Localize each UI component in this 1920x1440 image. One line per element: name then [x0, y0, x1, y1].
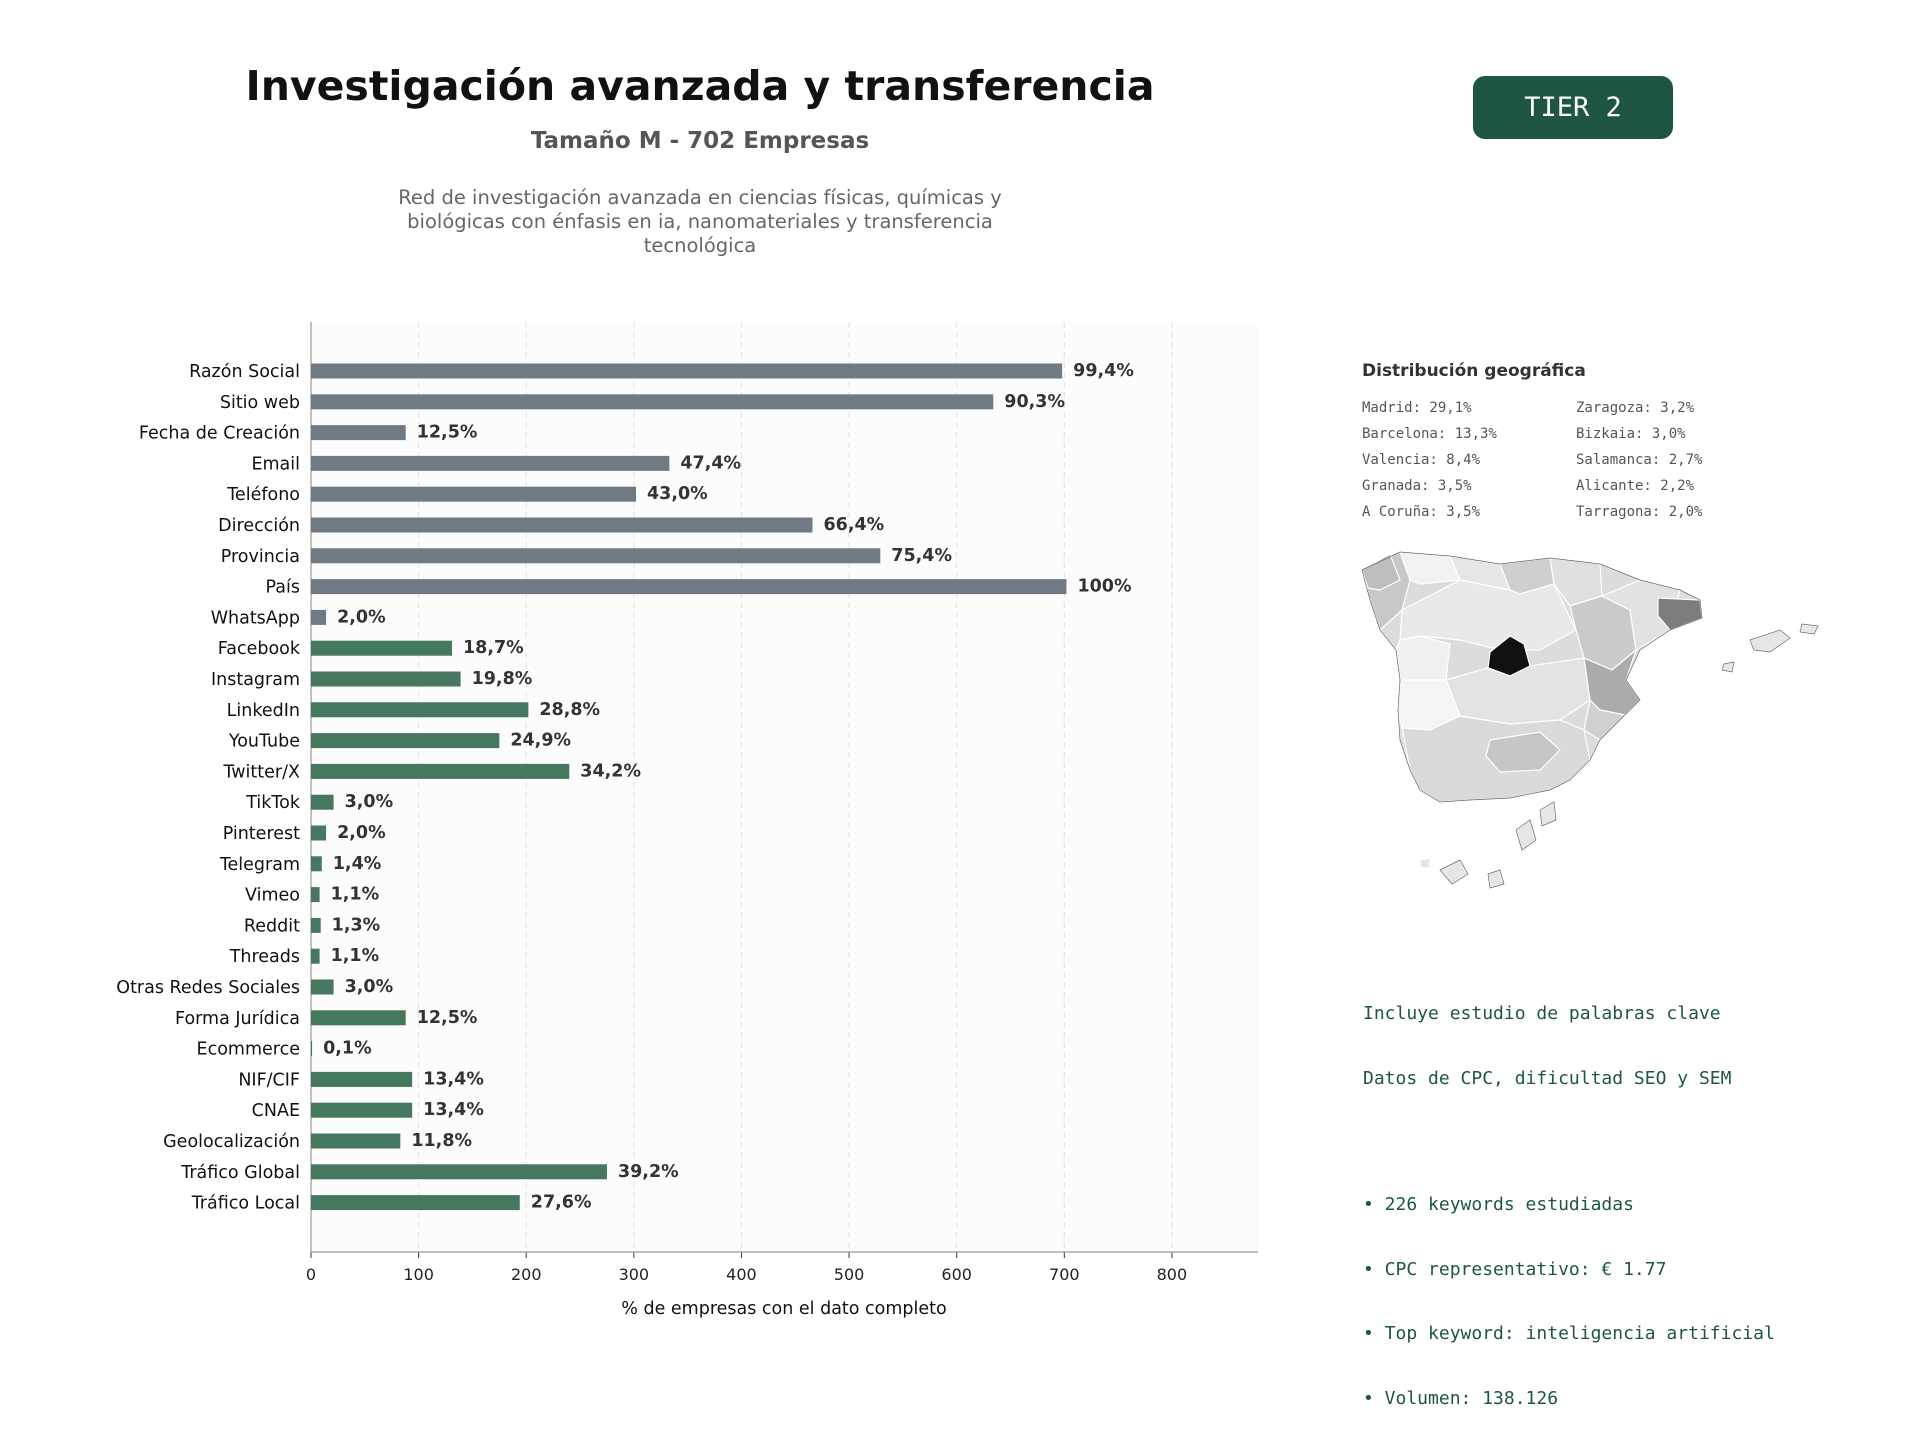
- geo-item: Madrid: 29,1%: [1362, 400, 1472, 416]
- bar: [311, 702, 528, 717]
- data-label: 43,0%: [646, 484, 708, 505]
- bar: [311, 1072, 412, 1087]
- geo-item: Salamanca: 2,7%: [1576, 452, 1703, 468]
- category-label: Forma Jurídica: [175, 1008, 300, 1029]
- category-label: Provincia: [220, 546, 300, 567]
- data-label: 2,0%: [337, 823, 386, 843]
- category-label: Vimeo: [245, 885, 300, 906]
- tier-badge: TIER 2: [1473, 76, 1673, 139]
- x-tick-label: 600: [941, 1265, 972, 1284]
- geo-item: Tarragona: 2,0%: [1576, 504, 1703, 520]
- bar: [311, 733, 499, 748]
- data-label: 11,8%: [411, 1131, 473, 1151]
- geo-list: [1362, 399, 1762, 521]
- category-label: Pinterest: [222, 824, 300, 844]
- x-tick-label: 800: [1156, 1265, 1188, 1284]
- bar: [311, 826, 326, 841]
- page-description: Red de investigación avanzada en ciencias físicas, químicas y biológicas con énfasis en ia, nanomateriales y transferencia tecnológica: [398, 186, 1002, 257]
- category-label: Tráfico Global: [181, 1162, 300, 1183]
- category-label: Geolocalización: [163, 1132, 300, 1152]
- keyword-info: [1363, 960, 1775, 1431]
- keyword-bullet: • Volumen: 138.126: [1363, 1387, 1559, 1409]
- page-subtitle: Tamaño M - 702 Empresas: [530, 128, 870, 154]
- category-label: Reddit: [243, 916, 300, 937]
- category-label: Teléfono: [227, 485, 300, 506]
- bar: [311, 1041, 312, 1056]
- category-label: TikTok: [246, 793, 300, 814]
- keyword-line: Incluye estudio de palabras clave: [1363, 1003, 1721, 1024]
- data-label: 39,2%: [617, 1161, 679, 1182]
- geo-item: Bizkaia: 3,0%: [1576, 426, 1686, 442]
- category-label: YouTube: [228, 731, 300, 752]
- data-label: 1,1%: [330, 946, 380, 967]
- category-label: Dirección: [218, 516, 300, 536]
- bar: [311, 641, 452, 656]
- x-tick-label: 700: [1049, 1265, 1080, 1284]
- x-tick-label: 100: [403, 1265, 434, 1284]
- data-label: 2,0%: [337, 607, 386, 628]
- bar: [311, 1010, 406, 1025]
- category-label: Fecha de Creación: [138, 423, 300, 444]
- data-label: 3,0%: [344, 977, 394, 997]
- bar: [311, 579, 1066, 594]
- keyword-bullet: • Top keyword: inteligencia artificial: [1363, 1323, 1775, 1344]
- geo-item: Barcelona: 13,3%: [1362, 426, 1497, 442]
- bar: [311, 394, 993, 409]
- data-label: 1,1%: [330, 884, 380, 905]
- data-label: 90,3%: [1004, 391, 1065, 412]
- category-label: Tráfico Local: [191, 1193, 300, 1214]
- data-label: 0,1%: [323, 1038, 372, 1059]
- bar: [311, 764, 569, 779]
- geo-item: Zaragoza: 3,2%: [1576, 400, 1695, 416]
- bar: [311, 456, 669, 471]
- category-label: País: [265, 577, 300, 598]
- bar: [311, 980, 334, 995]
- page-title: Investigación avanzada y transferencia: [245, 62, 1155, 110]
- category-label: Email: [251, 454, 300, 475]
- keyword-line: Datos de CPC, dificultad SEO y SEM: [1363, 1067, 1732, 1089]
- geo-title: Distribución geográfica: [1362, 361, 1586, 381]
- category-label: Razón Social: [189, 362, 300, 382]
- data-label: 18,7%: [462, 638, 524, 659]
- x-tick-label: 400: [726, 1265, 757, 1284]
- category-label: WhatsApp: [210, 608, 300, 629]
- map-canarias-1: [1440, 860, 1468, 884]
- data-label: 34,2%: [580, 761, 641, 782]
- category-label: LinkedIn: [226, 700, 300, 721]
- bar: [311, 425, 406, 440]
- category-label: Otras Redes Sociales: [116, 978, 300, 998]
- data-label: 47,4%: [680, 453, 742, 474]
- data-label: 28,8%: [539, 699, 601, 720]
- data-label: 66,4%: [823, 515, 885, 535]
- bar: [311, 918, 321, 933]
- bar: [311, 1195, 520, 1210]
- map-canarias-5: [1420, 858, 1430, 868]
- map-salamanca: [1396, 636, 1450, 680]
- data-label: 19,8%: [471, 669, 533, 689]
- bar: [311, 856, 322, 871]
- x-tick-label: 500: [833, 1265, 865, 1284]
- category-label: NIF/CIF: [238, 1070, 300, 1091]
- data-label: 27,6%: [530, 1192, 592, 1213]
- bar: [311, 949, 320, 964]
- data-label: 1,3%: [331, 915, 381, 936]
- category-label: Threads: [229, 947, 300, 968]
- bar: [311, 548, 880, 563]
- category-label: Telegram: [219, 854, 300, 875]
- x-axis-label: % de empresas con el dato completo: [621, 1299, 947, 1319]
- map-canarias-2: [1488, 870, 1504, 888]
- bar: [311, 1164, 607, 1179]
- bar: [311, 518, 812, 533]
- bar: [311, 364, 1062, 379]
- geo-item: Alicante: 2,2%: [1576, 478, 1695, 494]
- bar: [311, 795, 334, 810]
- bar: [311, 1134, 400, 1149]
- geo-item: A Coruña: 3,5%: [1362, 504, 1481, 520]
- bar: [311, 610, 326, 625]
- data-label: 100%: [1077, 576, 1132, 597]
- bar: [311, 1103, 412, 1118]
- category-label: Ecommerce: [196, 1039, 300, 1060]
- geo-item: Granada: 3,5%: [1362, 478, 1472, 494]
- keyword-bullet: • CPC representativo: € 1.77: [1363, 1258, 1667, 1280]
- category-label: Twitter/X: [223, 762, 300, 783]
- data-label: 13,4%: [423, 1069, 484, 1090]
- spain-map: [1340, 540, 1860, 910]
- data-label: 24,9%: [510, 730, 572, 751]
- data-label: 99,4%: [1073, 361, 1134, 381]
- keyword-bullet: • 226 keywords estudiadas: [1363, 1194, 1634, 1215]
- category-label: Instagram: [210, 670, 300, 690]
- geo-item: Valencia: 8,4%: [1362, 452, 1481, 468]
- x-tick-label: 0: [305, 1265, 317, 1284]
- x-tick-label: 200: [510, 1265, 542, 1284]
- category-label: Facebook: [217, 639, 300, 660]
- category-label: Sitio web: [219, 392, 300, 413]
- data-label: 12,5%: [416, 1007, 478, 1028]
- data-label: 13,4%: [423, 1100, 484, 1121]
- x-tick-label: 300: [618, 1265, 650, 1284]
- map-canarias-3: [1516, 820, 1536, 850]
- category-label: CNAE: [251, 1101, 300, 1122]
- bar: [311, 487, 636, 502]
- data-label: 3,0%: [344, 792, 394, 813]
- data-label: 75,4%: [891, 545, 952, 566]
- bar: [311, 887, 320, 902]
- data-label: 12,5%: [416, 422, 478, 443]
- data-label: 1,4%: [332, 853, 382, 874]
- bar: [311, 672, 461, 687]
